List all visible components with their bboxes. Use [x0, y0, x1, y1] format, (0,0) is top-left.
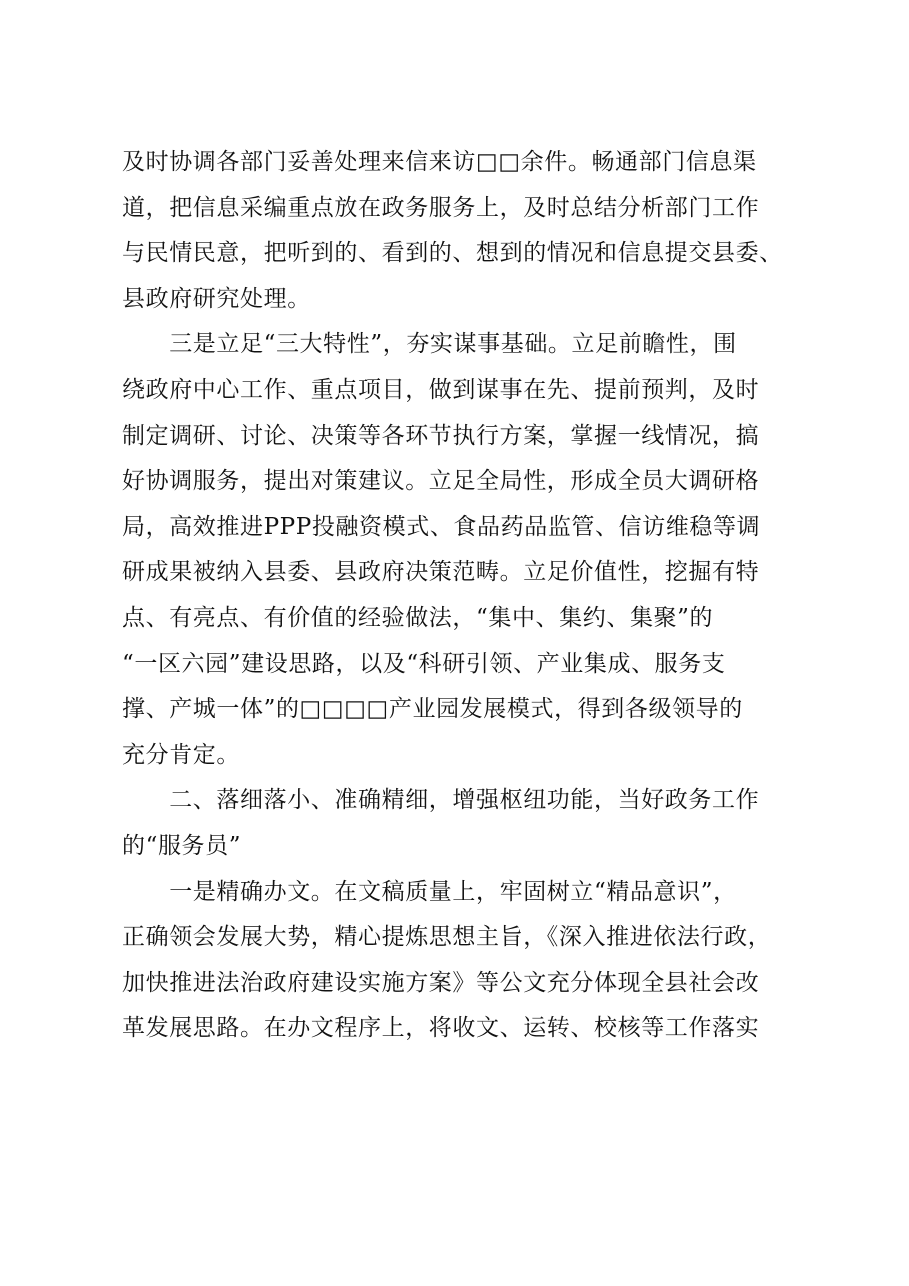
text-line: “一区六园”建设思路，以及“科研引领、产业集成、服务支 [122, 650, 726, 677]
text-line: 局，高效推进PPP投融资模式、食品药品监管、信访维稳等调 [122, 513, 761, 540]
text-line: 及时协调各部门妥善处理来信来访□□余件。畅通部门信息渠 [122, 149, 757, 175]
text-line: 革发展思路。在办文程序上，将收文、运转、校核等工作落实 [122, 1015, 760, 1042]
text-line: 一是精确办文。在文稿质量上，牢固树立“精品意识”， [122, 878, 737, 905]
text-line: 制定调研、讨论、决策等各环节执行方案，掌握一线情况，搞 [122, 422, 760, 449]
text-line: 三是立足“三大特性”，夯实谋事基础。立足前瞻性，围 [122, 331, 737, 358]
section-heading-line: 二、落细落小、准确精细，增强枢纽功能，当好政务工作 [122, 787, 760, 814]
text-line: 充分肯定。 [122, 741, 240, 768]
text-line: 县政府研究处理。 [122, 285, 311, 312]
text-line: 加快推进法治政府建设实施方案》等公文充分体现全县社会改 [122, 969, 760, 996]
text-line: 正确领会发展大势，精心提炼思想主旨，《深入推进依法行政， [122, 924, 772, 951]
text-line: 绕政府中心工作、重点项目，做到谋事在先、提前预判，及时 [122, 376, 760, 403]
text-line: 撑、产城一体”的□□□□产业园发展模式，得到各级领导的 [122, 696, 743, 723]
section-heading-line: 的“服务员” [122, 832, 242, 859]
document-body [122, 140, 782, 1052]
text-line: 点、有亮点、有价值的经验做法，“集中、集约、集聚”的 [122, 604, 714, 631]
text-line: 好协调服务，提出对策建议。立足全局性，形成全员大调研格 [122, 468, 760, 495]
text-line: 研成果被纳入县委、县政府决策范畴。立足价值性，挖掘有特 [122, 559, 760, 586]
text-line: 与民情民意，把听到的、看到的、想到的情况和信息提交县委、 [122, 240, 783, 267]
text-line: 道，把信息采编重点放在政务服务上，及时总结分析部门工作 [122, 194, 760, 221]
